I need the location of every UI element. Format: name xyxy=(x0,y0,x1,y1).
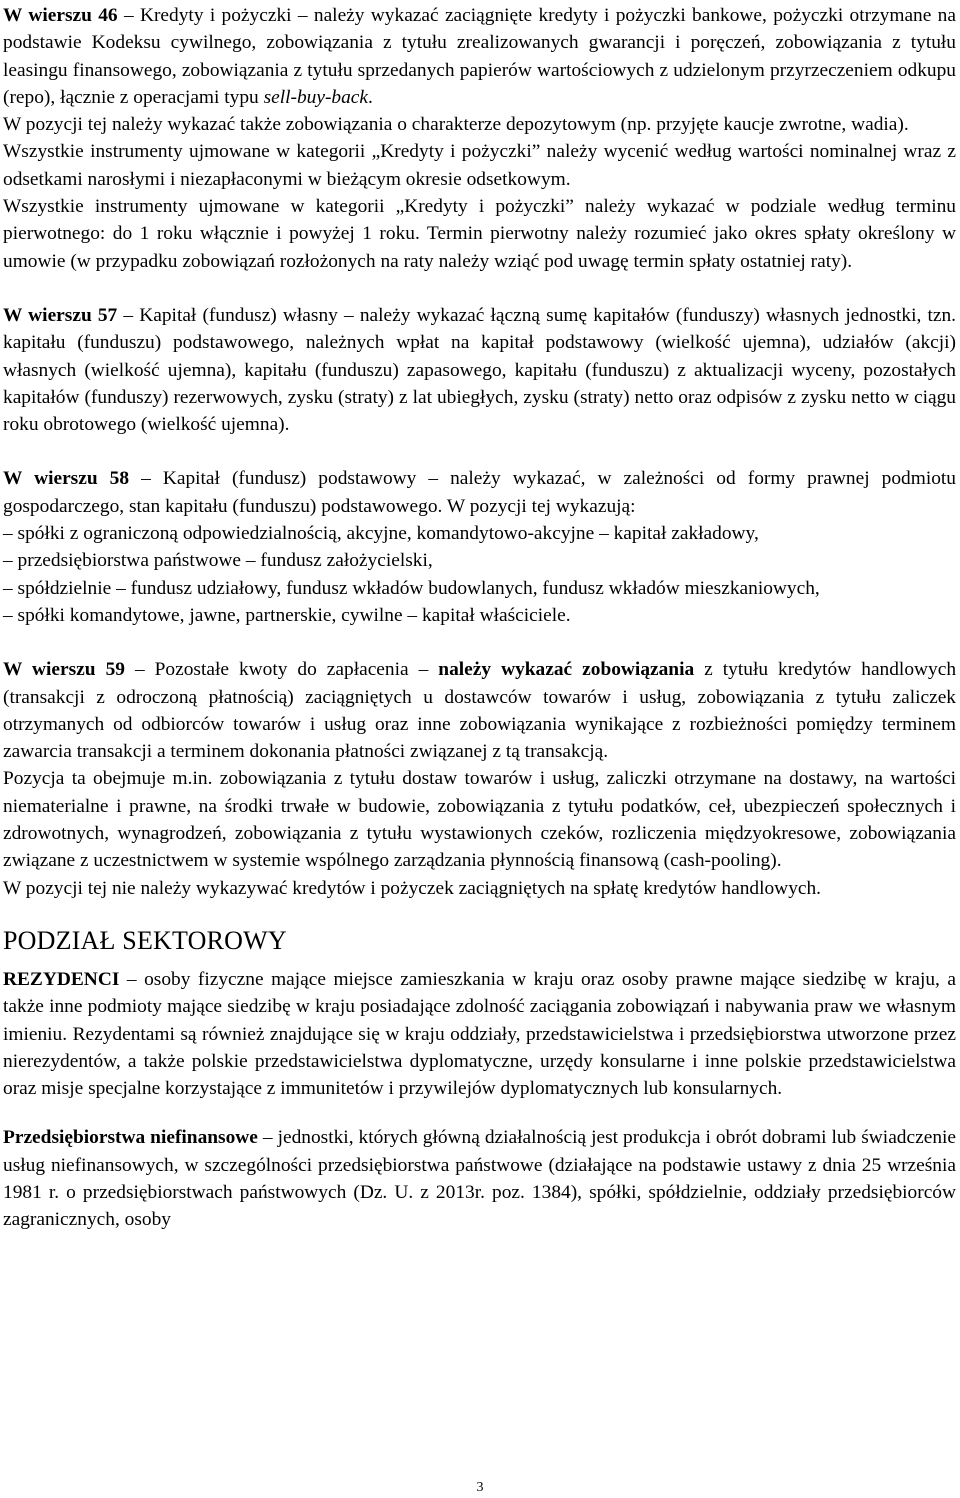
paragraph-row-57 xyxy=(3,302,956,438)
rezydenci-lead: REZYDENCI xyxy=(3,968,120,990)
row-46-text: – Kredyty i pożyczki – należy wykazać zaciągnięte kredyty i pożyczki bankowe, pożyczki otrzymane na podstawie Kodeksu cywilnego, zobowiązania z tytułu zrealizowanych gwarancji i poręczeń, zobowiązania z tytułu leasingu finansowego, zobowiązania z tytułu sprzedanych papierów wartościowych z udzielonym przyrzeczeniem odkupu (repo), łącznie z operacjami typu xyxy=(3,5,956,108)
list-item: – spółdzielnie – fundusz udziałowy, fundusz wkładów budowlanych, fundusz wkładów mieszkaniowych, xyxy=(3,577,820,599)
list-item: – przedsiębiorstwa państwowe – fundusz założycielski, xyxy=(3,550,433,572)
row-57-text: – Kapitał (fundusz) własny – należy wykazać łączną sumę kapitałów (funduszy) własnych jednostki, tzn. kapitału (funduszu) podstawowego, należnych wpłat na kapitał podstawowy (wielkość ujemna), udziałów (akcji) własnych (wielkość ujemna), kapitału (funduszu) zapasowego, kapitału (funduszu) z aktualizacji wyceny, pozostałych kapitałów (funduszy) rezerwowych, zysku (straty) z lat ubiegłych, zysku (straty) netto oraz odpisów z zysku netto w ciągu roku obrotowego (wielkość ujemna). xyxy=(3,304,957,436)
row-46-italic-term: sell-buy-back xyxy=(263,86,369,108)
row-59-excludes-note: W pozycji tej nie należy wykazywać kredytów i pożyczek zaciągniętych na spłatę kredytów handlowych. xyxy=(3,877,822,899)
page-number: 3 xyxy=(476,1480,484,1495)
niefinansowe-lead: Przedsiębiorstwa niefinansowe xyxy=(3,1127,258,1149)
paragraph-row-46: W wierszu 46 – Kredyty i pożyczki – należy wykazać zaciągnięte kredyty i pożyczki bankowe, pożyczki otrzymane na podstawie Kodeksu cywilnego, zobowiązania z tytułu zrealizowanych gwarancji i poręczeń, zobowiązania z tytułu leasingu finansowego, zobowiązania z tytułu sprzedanych papierów wartościowych z udzielonym przyrzeczeniem odkupu (repo), łącznie z operacjami typu sell-buy-back. xyxy=(3,5,956,108)
paragraph-rezydenci: REZYDENCI – osoby fizyczne mające miejsce zamieszkania w kraju oraz osoby prawne mające siedzibę w kraju, a także inne podmioty mające siedzibę w kraju posiadające zdolność zaciągania zobowiązań i nabywania praw we własnym imieniu. Rezydentami są również znajdujące się w kraju oddziały, przedstawicielstwa i przedsiębiorstwa utworzone przez nierezydentów, a także polskie przedstawicielstwa dyplomatyczne, urzędy konsularne i inne polskie przedstawicielstwa oraz misje specjalne korzystające z immunitetów i przywilejów dyplomatycznych lub konsularnych. xyxy=(3,968,956,1100)
document-page xyxy=(3,2,956,1234)
list-item: – spółki komandytowe, jawne, partnerskie, cywilne – kapitał właściciele. xyxy=(3,604,571,626)
row-46-lead: W wierszu 46 xyxy=(3,5,118,26)
list-item: – spółki z ograniczoną odpowiedzialnością, akcyjne, komandytowo-akcyjne – kapitał zakładowy, xyxy=(3,523,759,545)
row-59-bold-phrase: należy wykazać zobowiązania xyxy=(438,659,695,681)
row-46-valuation-note: Wszystkie instrumenty ujmowane w kategorii „Kredyty i pożyczki” należy wycenić według wartości nominalnej wraz z odsetkami narosłymi i niezapłaconymi w bieżącym okresie odsetkowym. xyxy=(3,141,956,190)
row-57-lead: W wierszu 57 xyxy=(3,304,118,326)
row-46-term-note: Wszystkie instrumenty ujmowane w kategorii „Kredyty i pożyczki” należy wykazać w podziale według terminu pierwotnego: do 1 roku włącznie i powyżej 1 roku. Termin pierwotny należy rozumieć jako okres spłaty określony w umowie (w przypadku zobowiązań rozłożonych na raty należy wziąć pod uwagę termin spłaty ostatniej raty). xyxy=(3,196,956,272)
row-58-lead: W wierszu 58 xyxy=(3,468,130,490)
paragraph-row-59: W wierszu 59 – Pozostałe kwoty do zapłacenia – należy wykazać zobowiązania z tytułu kredytów handlowych (transakcji z odroczoną płatnością) zaciągniętych u dostawców towarów i usług, zobowiązania z tytułu zaliczek otrzymanych od odbiorców towarów i usług oraz inne zobowiązania wynikające z rozbieżności pomiędzy terminem zawarcia transakcji a terminem dokonania płatności związanej z tą transakcją. xyxy=(3,659,957,763)
paragraph-przedsiebiorstwa-niefinansowe: Przedsiębiorstwa niefinansowe – jednostki, których główną działalnością jest produkcja i obrót dobrami lub świadczenie usług niefinansowych, w szczególności przedsiębiorstwa państwowe (działające na podstawie ustawy z dnia 25 września 1981 r. o przedsiębiorstwach państwowych (Dz. U. z 2013r. poz. 1384), spółki, spółdzielnie, oddziały przedsiębiorców zagranicznych, osoby xyxy=(3,1127,957,1231)
row-59-includes-note: Pozycja ta obejmuje m.in. zobowiązania z tytułu dostaw towarów i usług, zaliczki otrzymane na dostawy, na wartości niematerialne i prawne, na środki trwałe w budowie, zobowiązania z tytułu podatków, ceł, ubezpieczeń społecznych i zdrowotnych, wynagrodzeń, zobowiązania z tytułu wystawionych czeków, rozliczenia międzyokresowe, zobowiązania związane z uczestnictwem w systemie wspólnego zarządzania płynnością finansową (cash-pooling). xyxy=(3,768,956,872)
row-46-deposits-note: W pozycji tej należy wykazać także zobowiązania o charakterze depozytowym (np. przyjęte kaucje zwrotne, wadia). xyxy=(3,114,909,136)
section-heading: PODZIAŁ SEKTOROWY xyxy=(3,925,287,955)
row-59-lead: W wierszu 59 xyxy=(3,659,125,681)
row-58-text: – Kapitał (fundusz) podstawowy – należy wykazać, w zależności od formy prawnej podmiotu gospodarczego, stan kapitału (funduszu) podstawowego. W pozycji tej wykazują: xyxy=(3,468,956,517)
paragraph-row-58 xyxy=(3,465,956,520)
